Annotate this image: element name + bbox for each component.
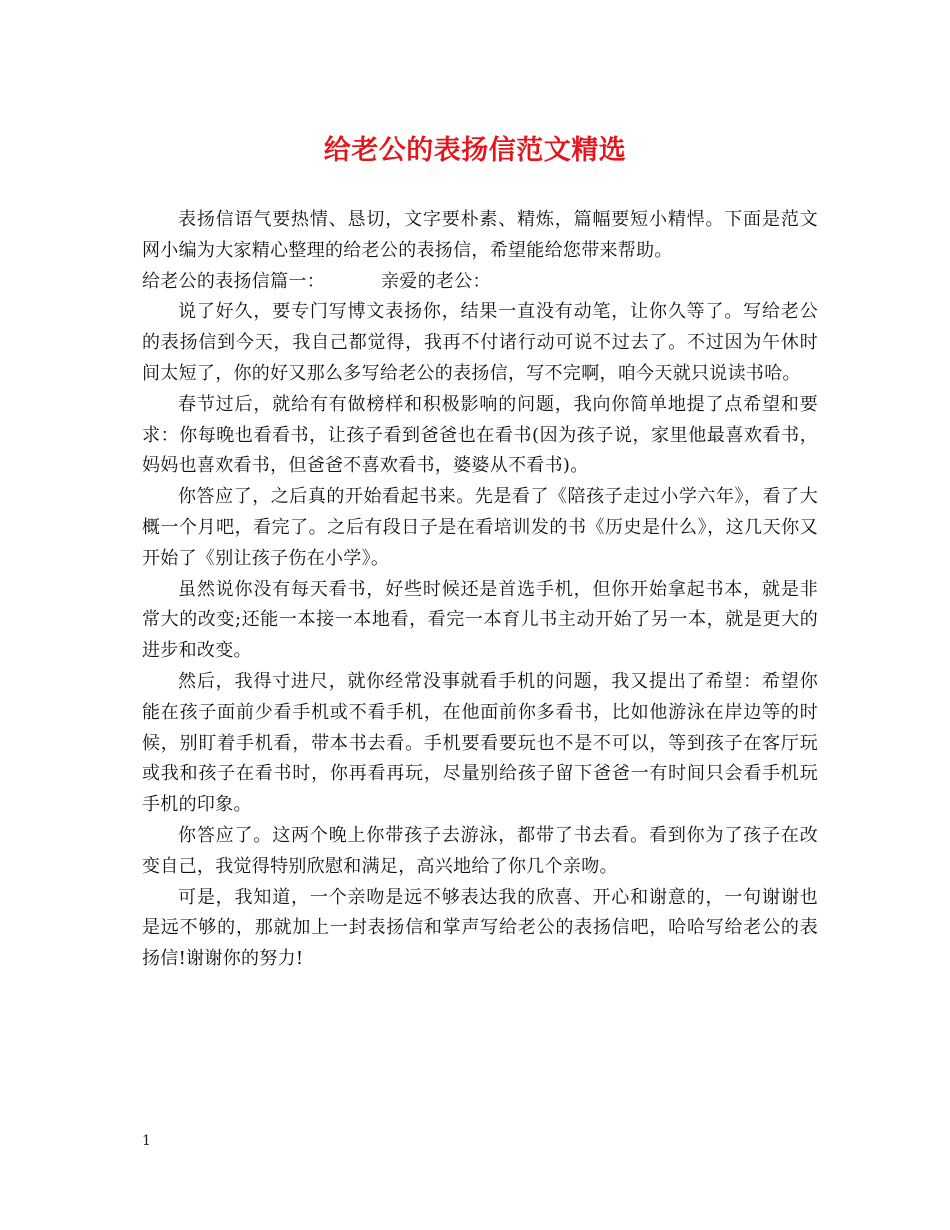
body-paragraph-7: 可是，我知道，一个亲吻是远不够表达我的欣喜、开心和谢意的，一句谢谢也是远不够的，那就加上一封表扬信和掌声写给老公的表扬信吧，哈哈写给老公的表扬信!谢谢你的努力! xyxy=(142,886,818,970)
section-heading: 给老公的表扬信篇一： xyxy=(142,270,325,292)
body-paragraph-6: 你答应了。这两个晚上你带孩子去游泳，都带了书去看。看到你为了孩子在改变自己，我觉得特别欣慰和满足，高兴地给了你几个亲吻。 xyxy=(142,824,818,877)
body-paragraph-2: 春节过后，就给有有做榜样和积极影响的问题，我向你简单地提了点希望和要求：你每晚也看看书，让孩子看到爸爸也在看书(因为孩子说，家里他最喜欢看书，妈妈也喜欢看书，但爸爸不喜欢看书，婆婆从不看书)。 xyxy=(142,393,818,477)
document-title: 给老公的表扬信范文精选 xyxy=(323,135,627,166)
document-body xyxy=(142,205,818,975)
page-number: 1 xyxy=(142,1133,151,1149)
body-paragraph-1: 说了好久，要专门写博文表扬你，结果一直没有动笔，让你久等了。写给老公的表扬信到今天，我自己都觉得，我再不付诸行动可说不过去了。不过因为午休时间太短了，你的好又那么多写给老公的表扬信，写不完啊，咱今天就只说读书哈。 xyxy=(142,301,818,384)
intro-paragraph: 表扬信语气要热情、恳切，文字要朴素、精炼，篇幅要短小精悍。下面是范文网小编为大家精心整理的给老公的表扬信，希望能给您带来帮助。 xyxy=(142,209,818,261)
section-heading-line xyxy=(142,267,818,298)
body-paragraph-4: 虽然说你没有每天看书，好些时候还是首选手机，但你开始拿起书本，就是非常大的改变;还能一本接一本地看，看完一本育儿书主动开始了另一本，就是更大的进步和改变。 xyxy=(142,578,818,662)
body-paragraph-5: 然后，我得寸进尺，就你经常没事就看手机的问题，我又提出了希望：希望你能在孩子面前少看手机或不看手机，在他面前你多看书，比如他游泳在岸边等的时候，别盯着手机看，带本书去看。手机要看要玩也不是不可以，等到孩子在客厅玩或我和孩子在看书时，你再看再玩，尽量别给孩子留下爸爸一有时间只会看手机玩手机的印象。 xyxy=(142,670,818,816)
body-paragraph-3: 你答应了，之后真的开始看起书来。先是看了《陪孩子走过小学六年》，看了大概一个月吧，看完了。之后有段日子是在看培训发的书《历史是什么》，这几天你又开始了《别让孩子伤在小学》。 xyxy=(142,486,818,569)
salutation: 亲爱的老公： xyxy=(381,270,491,292)
